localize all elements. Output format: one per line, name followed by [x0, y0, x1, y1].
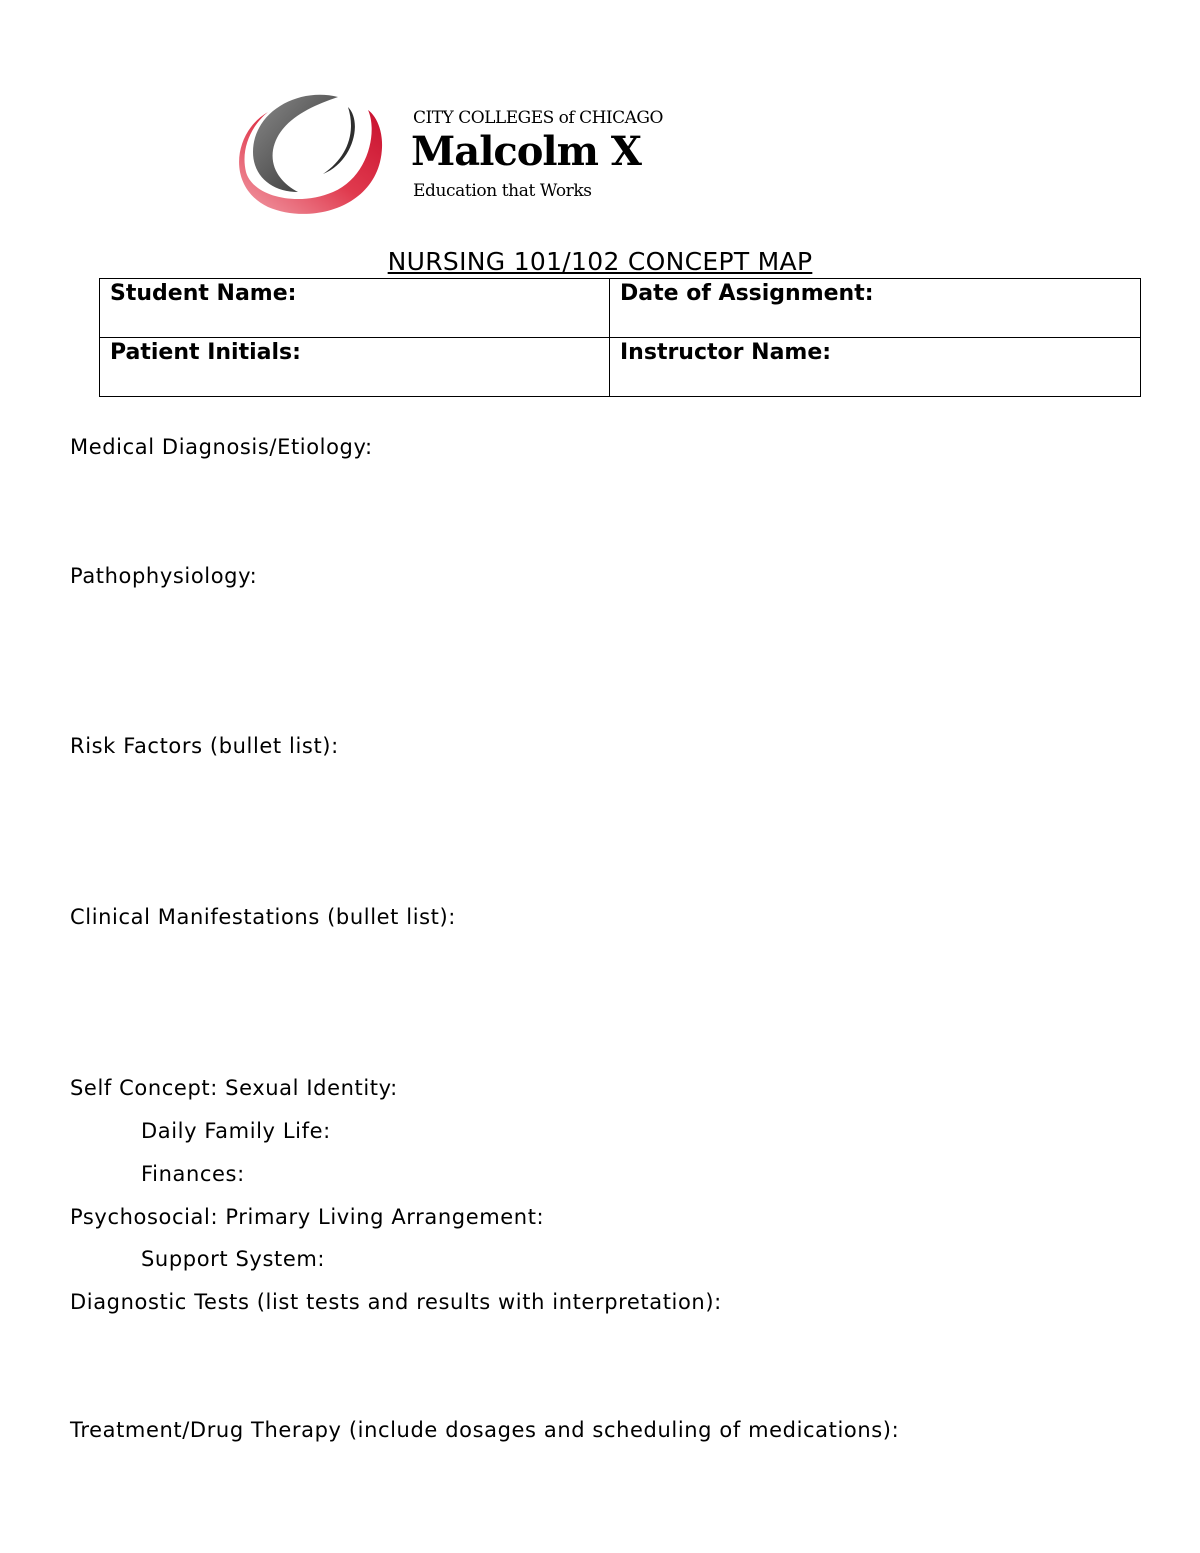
clinical-manifestations-label: Clinical Manifestations (bullet list): [70, 905, 456, 929]
instructor-name-cell[interactable]: Instructor Name: [610, 338, 1141, 397]
logo-top-text: CITY COLLEGES of CHICAGO [413, 108, 663, 128]
college-logo [228, 92, 668, 222]
self-concept-label: Self Concept: Sexual Identity: [70, 1076, 398, 1100]
risk-factors-label: Risk Factors (bullet list): [70, 734, 339, 758]
swoosh-logo-icon [228, 92, 398, 222]
table-row [100, 338, 1141, 397]
finances-label: Finances: [141, 1162, 245, 1186]
support-system-label: Support System: [141, 1247, 326, 1271]
logo-tagline: Education that Works [413, 181, 592, 201]
patient-initials-cell[interactable]: Patient Initials: [100, 338, 610, 397]
header-info-table [99, 278, 1141, 397]
treatment-label: Treatment/Drug Therapy (include dosages and scheduling of medications): [70, 1418, 900, 1442]
table-row [100, 279, 1141, 338]
medical-diagnosis-label: Medical Diagnosis/Etiology: [70, 435, 373, 459]
pathophysiology-label: Pathophysiology: [70, 564, 258, 588]
student-name-cell[interactable]: Student Name: [100, 279, 610, 338]
psychosocial-label: Psychosocial: Primary Living Arrangement: [70, 1205, 545, 1229]
page-title: NURSING 101/102 CONCEPT MAP [387, 247, 813, 276]
date-of-assignment-cell[interactable]: Date of Assignment: [610, 279, 1141, 338]
daily-family-life-label: Daily Family Life: [141, 1119, 331, 1143]
diagnostic-tests-label: Diagnostic Tests (list tests and results with interpretation): [70, 1290, 722, 1314]
logo-name: Malcolm X [411, 128, 641, 175]
